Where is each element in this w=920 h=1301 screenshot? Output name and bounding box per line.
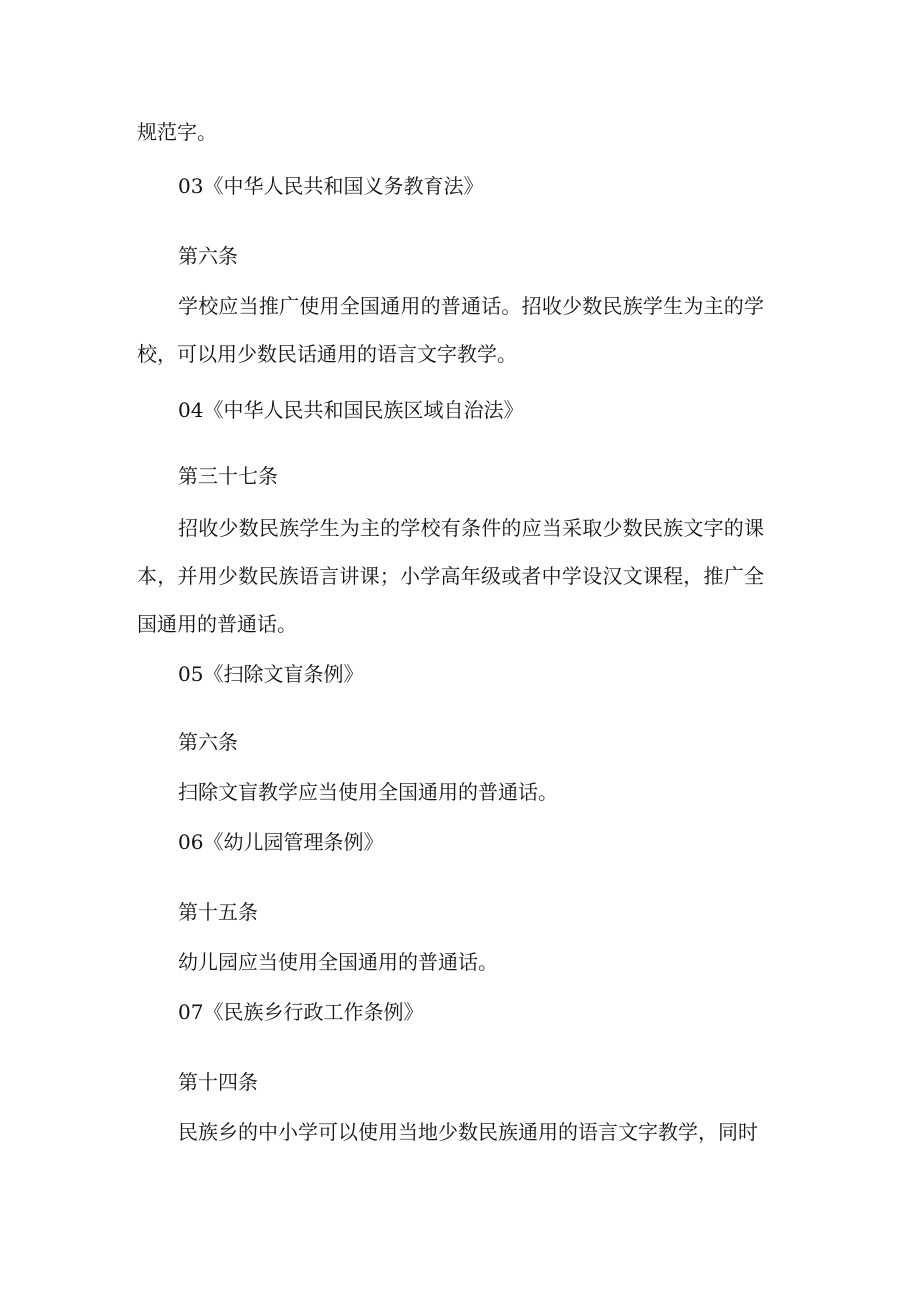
- article-body: 幼儿园应当使用全国通用的普通话。: [178, 950, 498, 974]
- article-heading: 第六条: [178, 244, 238, 268]
- law-heading-regional-autonomy: 04《中华人民共和国民族区域自治法》: [178, 398, 524, 422]
- article-body: 扫除文盲教学应当使用全国通用的普通话。: [178, 780, 558, 804]
- law-heading-illiteracy: 05《扫除文盲条例》: [178, 662, 364, 686]
- paragraph-continuation: 规范字。: [137, 120, 217, 144]
- article-body: 民族乡的中小学可以使用当地少数民族通用的语言文字教学，同时: [178, 1120, 758, 1144]
- article-body: 学校应当推广使用全国通用的普通话。招收少数民族学生为主的学校，可以用少数民话通用的语言文字教学。: [137, 294, 764, 366]
- article-heading: 第三十七条: [178, 464, 278, 488]
- article-heading: 第六条: [178, 730, 238, 754]
- article-heading: 第十五条: [178, 900, 258, 924]
- article-heading: 第十四条: [178, 1070, 258, 1094]
- law-heading-ethnic-township: 07《民族乡行政工作条例》: [178, 1000, 424, 1024]
- law-heading-compulsory-education: 03《中华人民共和国义务教育法》: [178, 174, 484, 198]
- article-body: 招收少数民族学生为主的学校有条件的应当采取少数民族文字的课本，并用少数民族语言讲课；小学高年级或者中学设汉文课程，推广全国通用的普通话。: [137, 516, 764, 636]
- law-heading-kindergarten: 06《幼儿园管理条例》: [178, 830, 384, 854]
